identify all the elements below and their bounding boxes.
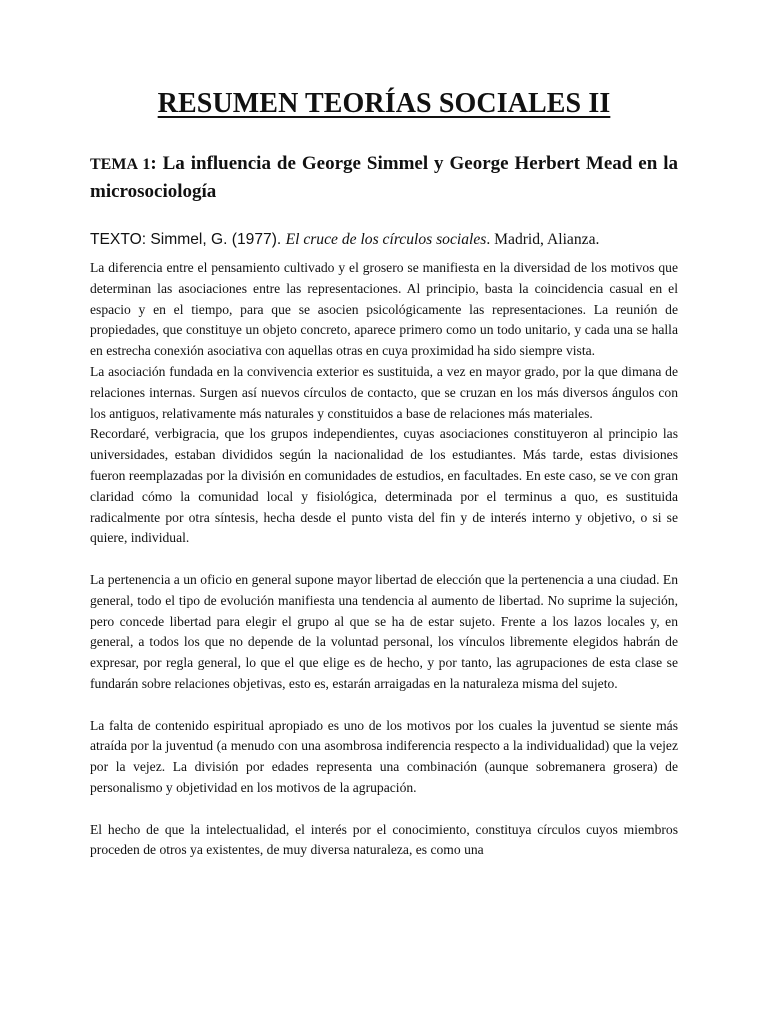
topic-colon: : — [150, 153, 157, 174]
document-page — [90, 88, 678, 882]
paragraph-3: Recordaré, verbigracia, que los grupos independientes, cuyas asociaciones constituyeron al principio las universidades, estaban divididos según la nacionalidad de los estudiantes. Más tarde, estas divisiones fueron reemplazadas por la división en comunidades de estudios, en facultades. En este caso, se ve con gran claridad cómo la comunidad local y fisiológica, determinada por el terminus a quo, es sustituida radicalmente por otra síntesis, hecha desde el punto vista del fin y de interés interno y objetivo, o si se quiere, individual. — [90, 426, 678, 546]
text-reference-label: TEXTO — [90, 231, 142, 248]
paragraph-2: La asociación fundada en la convivencia exterior es sustituida, a vez en mayor grado, por la que dimana de relaciones internas. Surgen así nuevos círculos de contacto, que se cruzan en los más diversos ángulos con los antiguos, relativamente más naturales y constituidos a base de relaciones más materiales. — [90, 363, 678, 421]
document-title: RESUMEN TEORÍAS SOCIALES II — [157, 88, 611, 119]
topic-label: TEMA 1 — [90, 156, 151, 173]
paragraph-1: La diferencia entre el pensamiento cultivado y el grosero se manifiesta en la diversidad de los motivos que determinan las asociaciones entre las representaciones. Al principio, basta la coincidencia casual en el espacio y en el tiempo, para que se asocien psicológicamente las representaciones. La reunión de propiedades, que constituye un objeto concreto, aparece primero como un todo unitario, y cada una se halla en estrecha conexión asociativa con aquellas otras en cuya proximidad ha sido siempre vista. — [90, 260, 678, 359]
text-reference-publisher: . Madrid, Alianza. — [486, 231, 600, 248]
paragraph-4: La pertenencia a un oficio en general supone mayor libertad de elección que la pertenencia a una ciudad. En general, todo el tipo de evolución manifiesta una tendencia al aumento de libertad. No suprime la sujeción, pero concede libertad para elegir el grupo al que se ha de estar sujeto. Frente a los lazos locales y, en general, a todos los que no depende de la voluntad personal, los vínculos libremente elegidos habrán de expresar, por regla general, lo que el que elige es de hecho, y por tanto, las agrupaciones de esta clase se fundarán sobre relaciones objetivas, esto es, estarán arraigadas en la naturaleza misma del sujeto. — [90, 571, 678, 691]
text-reference-work: El cruce de los círculos sociales — [285, 231, 487, 248]
topic-text: La influencia de George Simmel y George Herbert Mead en la microsociología — [90, 153, 679, 202]
paragraph-5: La falta de contenido espiritual apropiado es uno de los motivos por los cuales la juventud se siente más atraída por la juventud (a menudo con una asombrosa indiferencia respecto a la individualidad) que la vejez por la vejez. La división por edades representa una combinación (aunque sobremanera grosera) de personalismo y objetividad en los motivos de la agrupación. — [90, 717, 678, 795]
text-reference — [90, 230, 678, 250]
body-text — [90, 258, 678, 882]
topic-heading — [90, 150, 678, 205]
text-reference-author: : Simmel, G. (1977). — [141, 231, 286, 248]
paragraph-6: El hecho de que la intelectualidad, el interés por el conocimiento, constituya círculos cuyos miembros proceden de otros ya existentes, de muy diversa naturaleza, es como una — [90, 821, 678, 858]
